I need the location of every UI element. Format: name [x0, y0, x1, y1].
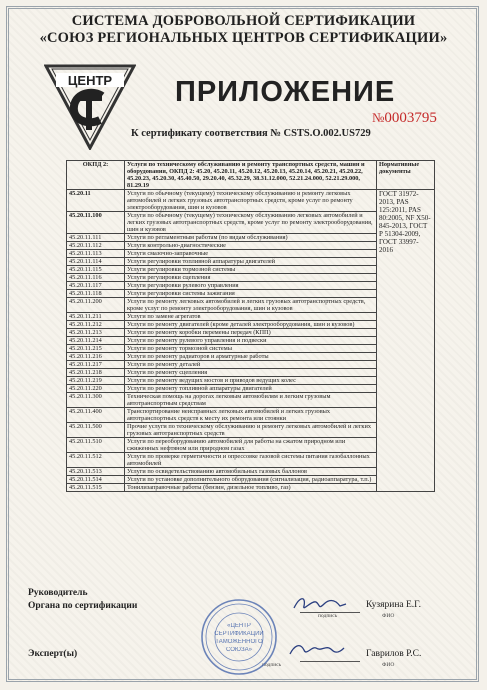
- row-description: Услуги по ремонту топливной аппаратуры двигателей: [125, 385, 377, 393]
- stamp-line2: СЕРТИФИКАЦИИ: [214, 631, 264, 637]
- row-description: Услуги по ремонту радиаторов и арматурные работы: [125, 353, 377, 361]
- row-code: 45.20.11.117: [67, 282, 125, 290]
- head-name: Кузярина Е.Г.: [366, 600, 421, 610]
- row-code: 45.20.11.514: [67, 476, 125, 484]
- row-description: Услуги смазочно-заправочные: [125, 250, 377, 258]
- header-description: Услуги по техническому обслуживанию и ремонту транспортных средств, машин и оборудования, ОКПД 2: 45.20, 45.20.11, 45.20.12, 45.20.13, 45.20.14, 45.20.21, 45.20.22, 45.20.23, 45.20.30, 45.40.50, 29.20.40, 45.32.29, 38.31.12.000, 52.21.24.000, 52.21.29.000, 81.29.19: [125, 161, 377, 190]
- stamp-line1: «ЦЕНТР: [227, 623, 251, 629]
- certificate-reference: К сертификату соответствия № CSTS.O.002.US729: [131, 128, 371, 139]
- row-code: 45.20.11.118: [67, 290, 125, 298]
- header-docs: Нормативные документы: [377, 161, 435, 190]
- number-value: 0003795: [384, 110, 437, 126]
- expert-signature-caption: подпись: [262, 662, 282, 668]
- row-description: Услуги по установке дополнительного оборудования (сигнализация, радиоаппаратура, т.п.): [125, 476, 377, 484]
- expert-fio-caption: ФИО: [382, 662, 395, 668]
- row-code: 45.20.11.300: [67, 393, 125, 408]
- row-code: 45.20.11.115: [67, 266, 125, 274]
- head-signature-icon: [290, 592, 350, 614]
- row-code: 45.20.11.215: [67, 345, 125, 353]
- row-description: Услуги по ремонту ведущих мостов и приводов ведущих колес: [125, 377, 377, 385]
- row-description: Услуги по ремонту легковых автомобилей и легких грузовых автотранспортных средств, кроме услуг по ремонту электрооборудования, шин и кузовов: [125, 298, 377, 313]
- row-description: Услуги по ремонту сцепления: [125, 369, 377, 377]
- row-description: Прочие услуги по техническому обслуживанию и ремонту легковых автомобилей и легких грузовых автотранспортных средств: [125, 423, 377, 438]
- row-code: 45.20.11.112: [67, 242, 125, 250]
- system-title: СИСТЕМА ДОБРОВОЛЬНОЙ СЕРТИФИКАЦИИ: [71, 13, 416, 29]
- row-description: Услуги по переоборудованию автомобилей для работы на сжатом природном или сжиженных нефтяном или природном газах: [125, 438, 377, 453]
- row-description: Услуги регулировки рулевого управления: [125, 282, 377, 290]
- normative-documents: ГОСТ 31972-2013, PAS 125:2011, PAS 80:2005, NF X50-845-2013, ГОСТ Р 51304-2009, ГОСТ 33997-2016: [377, 190, 435, 492]
- row-code: 45.20.11.219: [67, 377, 125, 385]
- row-code: 45.20.11.114: [67, 258, 125, 266]
- row-description: Услуги по обычному (текущему) техническому обслуживанию легковых автомобилей и легких грузовых автотранспортных средств, кроме услуг по ремонту электрооборудования, шин и кузовов: [125, 212, 377, 234]
- row-code: 45.20.11.220: [67, 385, 125, 393]
- row-description: Услуги по замене агрегатов: [125, 313, 377, 321]
- row-code: 45.20.11.212: [67, 321, 125, 329]
- expert-name: Гаврилов Р.С.: [366, 649, 422, 659]
- row-code: 45.20.11.211: [67, 313, 125, 321]
- services-table: [66, 160, 435, 492]
- row-code: 45.20.11.214: [67, 337, 125, 345]
- row-code: 45.20.11.515: [67, 484, 125, 492]
- row-code: 45.20.11.116: [67, 274, 125, 282]
- document-number: [372, 110, 437, 127]
- center-logo-icon: [44, 64, 136, 150]
- stamp-line4: СОЮЗА»: [226, 647, 252, 653]
- row-code: 45.20.11.400: [67, 408, 125, 423]
- row-code: 45.20.11.513: [67, 468, 125, 476]
- row-description: Услуги по проверке герметичности и опрессовке газовой системы питания газобаллонных автомобилей: [125, 453, 377, 468]
- row-code: 45.20.11.113: [67, 250, 125, 258]
- row-description: Услуги регулировки топливной аппаратуры двигателей: [125, 258, 377, 266]
- row-description: Услуги контрольно-диагностические: [125, 242, 377, 250]
- head-label-2: Органа по сертификации: [28, 601, 138, 611]
- row-code: 45.20.11.500: [67, 423, 125, 438]
- head-signature-caption: подпись: [318, 613, 338, 619]
- row-code: 45.20.11.512: [67, 453, 125, 468]
- head-label-1: Руководитель: [28, 588, 88, 598]
- row-description: Услуги по ремонту деталей: [125, 361, 377, 369]
- table-header-row: [67, 161, 435, 190]
- number-prefix: №: [372, 110, 385, 125]
- row-description: Тонилизаправочные работы (бензин, дизельное топливо, газ): [125, 484, 377, 492]
- row-code: 45.20.11.217: [67, 361, 125, 369]
- row-description: Услуги по ремонту тормозной системы: [125, 345, 377, 353]
- head-fio-caption: ФИО: [382, 613, 395, 619]
- row-description: Услуги по обычному (текущему) техническому обслуживанию и ремонту легковых автомобилей и легких грузовых автотранспортных средств, кроме услуг по ремонту электрооборудования, шин и кузовов: [125, 190, 377, 212]
- row-code: 45.20.11.216: [67, 353, 125, 361]
- stamp-line3: ТАМОЖЕННОГО: [215, 639, 263, 645]
- row-description: Услуги по ремонту коробки перемены передач (КПП): [125, 329, 377, 337]
- row-code: 45.20.11.218: [67, 369, 125, 377]
- row-description: Услуги по ремонту рулевого управления и подвески: [125, 337, 377, 345]
- header-code: ОКПД 2:: [67, 161, 125, 190]
- expert-label: Эксперт(ы): [28, 649, 78, 659]
- expert-signature-icon: [286, 640, 348, 662]
- row-code: 45.20.11.100: [67, 212, 125, 234]
- row-description: Техническая помощь на дорогах легковым автомобилям и легким грузовым автотранспортным средствам: [125, 393, 377, 408]
- row-description: Услуги по регламентным работам (по видам обслуживания): [125, 234, 377, 242]
- table-row: [67, 190, 435, 212]
- row-code: 45.20.11.111: [67, 234, 125, 242]
- row-description: Транспортирование неисправных легковых автомобилей и легких грузовых автотранспортных средств к месту их ремонта или стоянки: [125, 408, 377, 423]
- row-description: Услуги по ремонту двигателей (кроме деталей электрооборудования, шин и кузовов): [125, 321, 377, 329]
- row-description: Услуги регулировки системы зажигания: [125, 290, 377, 298]
- row-code: 45.20.11.213: [67, 329, 125, 337]
- union-title: «СОЮЗ РЕГИОНАЛЬНЫХ ЦЕНТРОВ СЕРТИФИКАЦИИ»: [39, 30, 448, 46]
- row-code: 45.20.11: [67, 190, 125, 212]
- page-title: ПРИЛОЖЕНИЕ: [175, 76, 396, 108]
- row-description: Услуги по освидетельствованию автомобильных газовых баллонов: [125, 468, 377, 476]
- row-description: Услуги регулировки тормозной системы: [125, 266, 377, 274]
- row-code: 45.20.11.200: [67, 298, 125, 313]
- logo-text: ЦЕНТР: [67, 73, 113, 88]
- row-description: Услуги регулировки сцепления: [125, 274, 377, 282]
- row-code: 45.20.11.510: [67, 438, 125, 453]
- stamp-icon: [200, 598, 278, 676]
